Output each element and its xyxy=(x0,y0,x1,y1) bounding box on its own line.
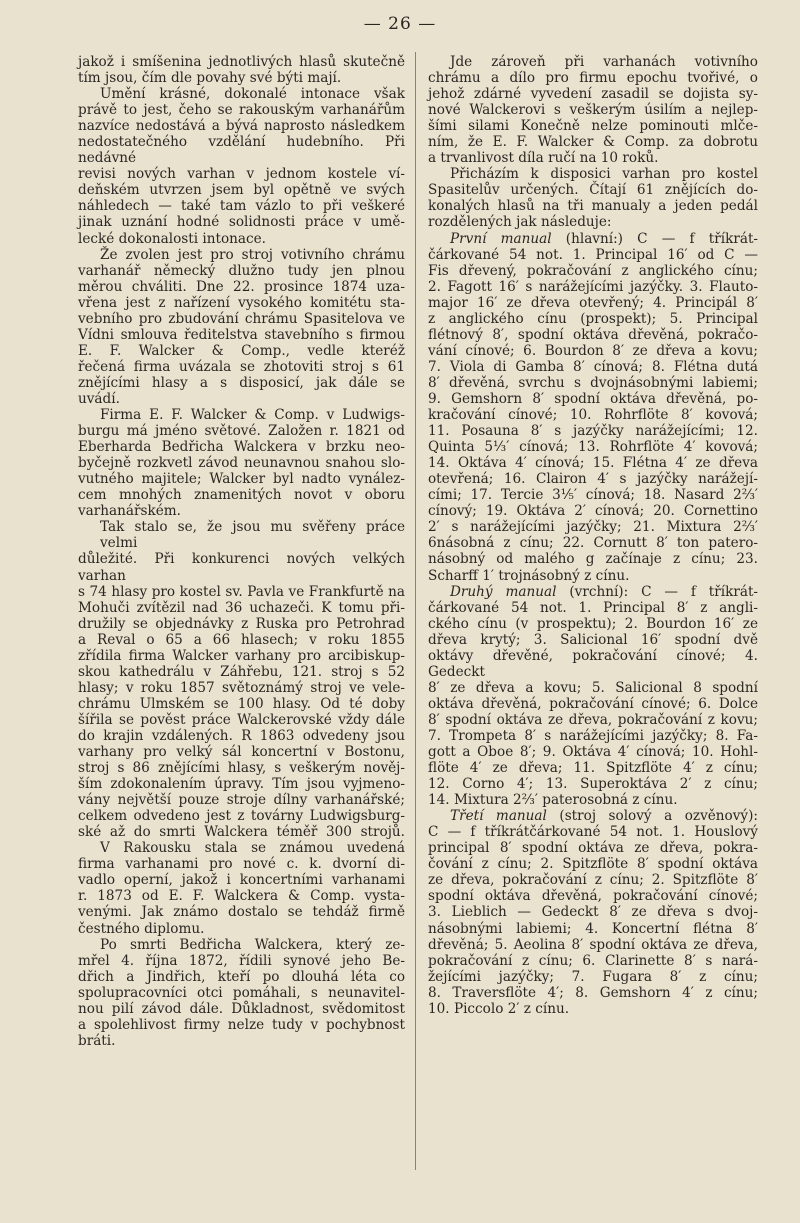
text-line: cími; 17. Tercie 3⅕′ cínová; 18. Nasard 2⅔′ xyxy=(428,487,758,504)
text-line: varhanář německý dlužno tudy jen plnou xyxy=(78,262,405,279)
text-line: chrámu a dílo pro firmu epochu tvořivé, o xyxy=(428,70,758,87)
text-line: šířila se pověst práce Walckerovské vždy dále xyxy=(78,711,405,728)
text-line: 7. Viola di Gamba 8′ cínová; 8. Flétna dutá xyxy=(428,358,758,375)
text-line: vebního pro zbudování chrámu Spasitelova ve xyxy=(78,310,405,327)
text-line: do krajin vzdálených. R 1863 odvedeny jsou xyxy=(78,727,405,744)
text-line: 11. Posauna 8′ s jazýčky narážejícími; 12. xyxy=(428,423,758,440)
text-line: deňském utvrzen jsem byl opětně ve svých xyxy=(78,182,405,199)
text-line: čestného diplomu. xyxy=(78,920,205,937)
text-line: revisi nových varhan v jednom kostele ví- xyxy=(78,166,405,183)
text-line: Třetí manual (stroj solový a ozvěnový): xyxy=(450,808,758,825)
text-line: 12. Corno 4′; 13. Superoktáva 2′ z cínu; xyxy=(428,776,758,793)
text-line: 6násobná z cínu; 22. Cornutt 8′ ton patero- xyxy=(428,535,758,552)
text-line: firma varhanami pro nové c. k. dvorní di- xyxy=(78,856,405,873)
text-line: oktáva dřevěná, pokračování cínové; 6. Dolce xyxy=(428,695,758,712)
text-line: řečená firma uvázala se zhotoviti stroj s 61 xyxy=(78,358,405,375)
text-line: Eberharda Bedřicha Walckera v brzku neo- xyxy=(78,439,405,456)
text-line: Firma E. F. Walcker & Comp. v Ludwigs- xyxy=(100,407,405,424)
text-line: kračování cínové; 10. Rohrflöte 8′ kovová; xyxy=(428,407,758,424)
text-line: z anglického cínu (prospekt); 5. Principal xyxy=(428,310,758,327)
text-line: čování z cínu; 2. Spitzflöte 8′ spodní oktáva xyxy=(428,856,758,873)
text-line: a Reval o 65 a 66 hlasech; v roku 1855 xyxy=(78,631,405,648)
text-line: major 16′ ze dřeva otevřený; 4. Principál 8′ xyxy=(428,294,758,311)
text-line: 8′ dřevěná, svrchu s dvojnásobnými labiemi; xyxy=(428,374,758,391)
text-line: nové Walckerovi s veškerým úsilím a nejlep- xyxy=(428,102,758,119)
text-line: důležité. Při konkurenci nových velkých varhan xyxy=(78,551,405,584)
text-line: cínový; 19. Oktáva 2′ cínová; 20. Cornettino xyxy=(428,503,758,520)
text-line: družily se objednávky z Ruska pro Petrohrad xyxy=(78,615,405,632)
text-line: celkem odvedeno jest z továrny Ludwigsburg- xyxy=(78,808,405,825)
text-line: Po smrti Bedřicha Walckera, který ze- xyxy=(100,936,405,953)
page-number: — 26 — xyxy=(363,14,437,34)
text-line: vány největší pouze stroje dílny varhanářské; xyxy=(78,792,405,809)
text-line: zřídila firma Walcker varhany pro arcibiskup- xyxy=(78,647,405,664)
text-line: Tak stalo se, že jsou mu svěřeny práce velmi xyxy=(100,519,405,552)
right-column xyxy=(428,54,758,1017)
text-line: byčejně rozkvetl závod neunavnou snahou slo- xyxy=(78,455,405,472)
text-line: principal 8′ spodní oktáva ze dřeva, pokra- xyxy=(428,840,758,857)
text-line: lecké dokonalosti intonace. xyxy=(78,230,267,247)
text-line: znějícími hlasy a s disposicí, jak dále se xyxy=(78,374,405,391)
section-heading: Druhý manual xyxy=(450,583,557,600)
text-line: ckého cínu (v prospektu); 2. Bourdon 16′ ze xyxy=(428,615,758,632)
text-line: 10. Piccolo 2′ z cínu. xyxy=(428,1000,570,1017)
section-heading: Třetí manual xyxy=(450,808,547,825)
text-line: žejícími jazýčky; 7. Fugara 8′ z cínu; xyxy=(428,968,758,985)
text-line: cem mnohých znamenitých novot v oboru xyxy=(78,487,405,504)
text-line: spolupracovníci otci pomáhali, s neunavitel- xyxy=(78,984,405,1001)
text-line: Jde zároveň při varhanách votivního xyxy=(450,54,758,70)
text-line: měrou chváliti. Dne 22. prosince 1874 uza- xyxy=(78,278,405,295)
text-line: ze dřeva, pokračování z cínu; 2. Spitzflöte 8′ xyxy=(428,872,758,889)
text-line: ším zdokonalením úpravy. Tím jsou vyjmeno- xyxy=(78,776,405,793)
text-line: varhanářském. xyxy=(78,503,181,520)
text-line: Přicházím k disposici varhan pro kostel xyxy=(450,166,758,183)
left-column xyxy=(78,54,405,1049)
text-line: chrámu Ulmském se 100 hlasy. Od té doby xyxy=(78,695,405,712)
text-line: jehož zdárné vyvedení zasadil se dojista sy- xyxy=(428,86,758,103)
text-line: tím jsou, čím dle povahy své býti mají. xyxy=(78,70,342,87)
text-line: 14. Oktáva 4′ cínová; 15. Flétna 4′ ze dřeva xyxy=(428,455,758,472)
text-line: uvádí. xyxy=(78,390,120,407)
text-line: mřel 4. října 1872, řídili synové jeho Be- xyxy=(78,952,405,969)
text-line: flétnový 8′, spodní oktáva dřevěná, pokračo- xyxy=(428,326,758,343)
text-line: venými. Jak známo dostalo se tehdáž firmě xyxy=(78,904,405,921)
text-line: 7. Trompeta 8′ s narážejícími jazýčky; 8. Fa- xyxy=(428,727,758,744)
text-line: 2′ s narážejícími jazýčky; 21. Mixtura 2⅔′ xyxy=(428,519,758,536)
text-line: nazvíce nedostává a bývá naprosto následkem xyxy=(78,118,405,135)
text-line: bráti. xyxy=(78,1032,116,1049)
text-line: násobný od malého g začínaje z cínu; 23. xyxy=(428,551,758,568)
text-line: vřena jest z nařízení vysokého komitétu sta- xyxy=(78,294,405,311)
text-line: 3. Lieblich — Gedeckt 8′ ze dřeva s dvoj- xyxy=(428,904,758,921)
text-line: čárkované 54 not. 1. Principal 16′ od C — xyxy=(428,246,758,263)
section-heading: První manual xyxy=(450,230,552,247)
text-line: nou pilí závod dále. Důkladnost, svědomitost xyxy=(78,1000,405,1017)
text-line: flöte 4′ ze dřeva; 11. Spitzflöte 4′ z cínu; xyxy=(428,760,758,777)
text-line: pokračování z cínu; 6. Clarinette 8′ s nará- xyxy=(428,952,758,969)
text-line: oktávy dřevěné, pokračování cínové; 4. Gedeckt xyxy=(428,647,758,680)
text-line: spodní oktáva dřevěná, pokračování cínové; xyxy=(428,888,758,905)
text-line: burgu má jméno světové. Založen r. 1821 od xyxy=(78,423,405,440)
text-line: Mohuči zvítězil nad 36 uchazeči. K tomu při- xyxy=(78,599,405,616)
text-line: hlasy; v roku 1857 světoznámý stroj ve vele- xyxy=(78,679,405,696)
text-line: otevřená; 16. Clairon 4′ s jazýčky narážejí- xyxy=(428,471,758,488)
text-line: násobnými labiemi; 4. Koncertní flétna 8′ xyxy=(428,920,758,937)
text-line: jakož i smíšenina jednotlivých hlasů skutečně xyxy=(78,54,405,70)
text-line: Druhý manual (vrchní): C — f tříkrát- xyxy=(450,583,759,600)
text-line: dřeva krytý; 3. Salicional 16′ spodní dvě xyxy=(428,631,758,648)
text-line: 2. Fagott 16′ s narážejícími jazýčky. 3. Flauto- xyxy=(428,278,758,295)
text-line: Že zvolen jest pro stroj votivního chrámu xyxy=(100,246,405,263)
text-line: nedostatečného vzdělání hudebního. Při nedávné xyxy=(78,134,405,167)
text-line: vání cínové; 6. Bourdon 8′ ze dřeva a kovu; xyxy=(428,342,758,359)
text-line: rozdělených jak následuje: xyxy=(428,214,612,231)
text-line: šími silami Konečně nelze pominouti mlče- xyxy=(428,118,758,135)
text-line: ním, že E. F. Walcker & Comp. za dobrotu xyxy=(428,134,758,151)
text-line: skou kathedrálu v Záhřebu, 121. stroj s 52 xyxy=(78,663,405,680)
text-line: právě to jest, čeho se rakouským varhanářům xyxy=(78,102,405,119)
text-line: jinak uznání hodné solidnosti práce v umě- xyxy=(78,214,405,231)
text-line: varhany pro velký sál koncertní v Bostonu, xyxy=(78,744,405,761)
text-line: Quinta 5⅓′ cínová; 13. Rohrflöte 4′ kovová; xyxy=(428,439,758,456)
text-line: gott a Oboe 8′; 9. Oktáva 4′ cínová; 10. Hohl- xyxy=(428,744,758,761)
text-line: konalých hlasů na tři manualy a jeden pedál xyxy=(428,198,758,215)
text-line: dřevěná; 5. Aeolina 8′ spodní oktáva ze dřeva, xyxy=(428,936,758,953)
text-line: V Rakousku stala se známou uvedená xyxy=(100,840,405,857)
text-line: 8′ spodní oktáva ze dřeva, pokračování z kovu; xyxy=(428,711,758,728)
text-line: a spolehlivost firmy nelze tudy v pochybnost xyxy=(78,1016,405,1033)
text-line: 8. Traversflöte 4′; 8. Gemshorn 4′ z cínu; xyxy=(428,984,758,1001)
text-line: náhledech — také tam vázlo to při veškeré xyxy=(78,198,405,215)
text-line: a trvanlivost díla ručí na 10 roků. xyxy=(428,150,659,167)
text-line: První manual (hlavní:) C — f tříkrát- xyxy=(450,230,758,247)
text-line: C — f tříkrátčárkované 54 not. 1. Houslový xyxy=(428,824,758,841)
text-line: Scharff 1′ trojnásobný z cínu. xyxy=(428,567,630,584)
text-line: ské až do smrti Walckera téměř 300 strojů. xyxy=(78,824,405,841)
text-line: Umění krásné, dokonalé intonace však xyxy=(100,86,405,103)
column-divider xyxy=(415,52,416,1170)
text-line: stroj s 86 znějícími hlasy, s veškerým nověj- xyxy=(78,760,405,777)
text-line: E. F. Walcker & Comp., vedle kteréž xyxy=(78,342,405,359)
text-line: dřich a Jindřich, kteří po dlouhá léta co xyxy=(78,968,405,985)
text-line: vutného majitele; Walcker byl nadto vynález- xyxy=(78,471,405,488)
text-line: 9. Gemshorn 8′ spodní oktáva dřevěná, po- xyxy=(428,390,758,407)
text-line: vadlo operní, jakož i koncertními varhanami xyxy=(78,872,405,889)
text-line: Spasitelův určených. Čítají 61 znějících do- xyxy=(428,182,758,199)
text-line: Vídni smlouva ředitelstva stavebního s firmou xyxy=(78,326,405,343)
text-line: 14. Mixtura 2⅔′ paterosobná z cínu. xyxy=(428,792,678,809)
text-line: 8′ ze dřeva a kovu; 5. Salicional 8 spodní xyxy=(428,679,758,696)
text-line: čárkované 54 not. 1. Principal 8′ z angli- xyxy=(428,599,758,616)
text-line: s 74 hlasy pro kostel sv. Pavla ve Frankfurtě na xyxy=(78,583,405,600)
text-line: Fis dřevený, pokračování z anglického cínu; xyxy=(428,262,758,279)
text-line: r. 1873 od E. F. Walckera & Comp. vysta- xyxy=(78,888,405,905)
